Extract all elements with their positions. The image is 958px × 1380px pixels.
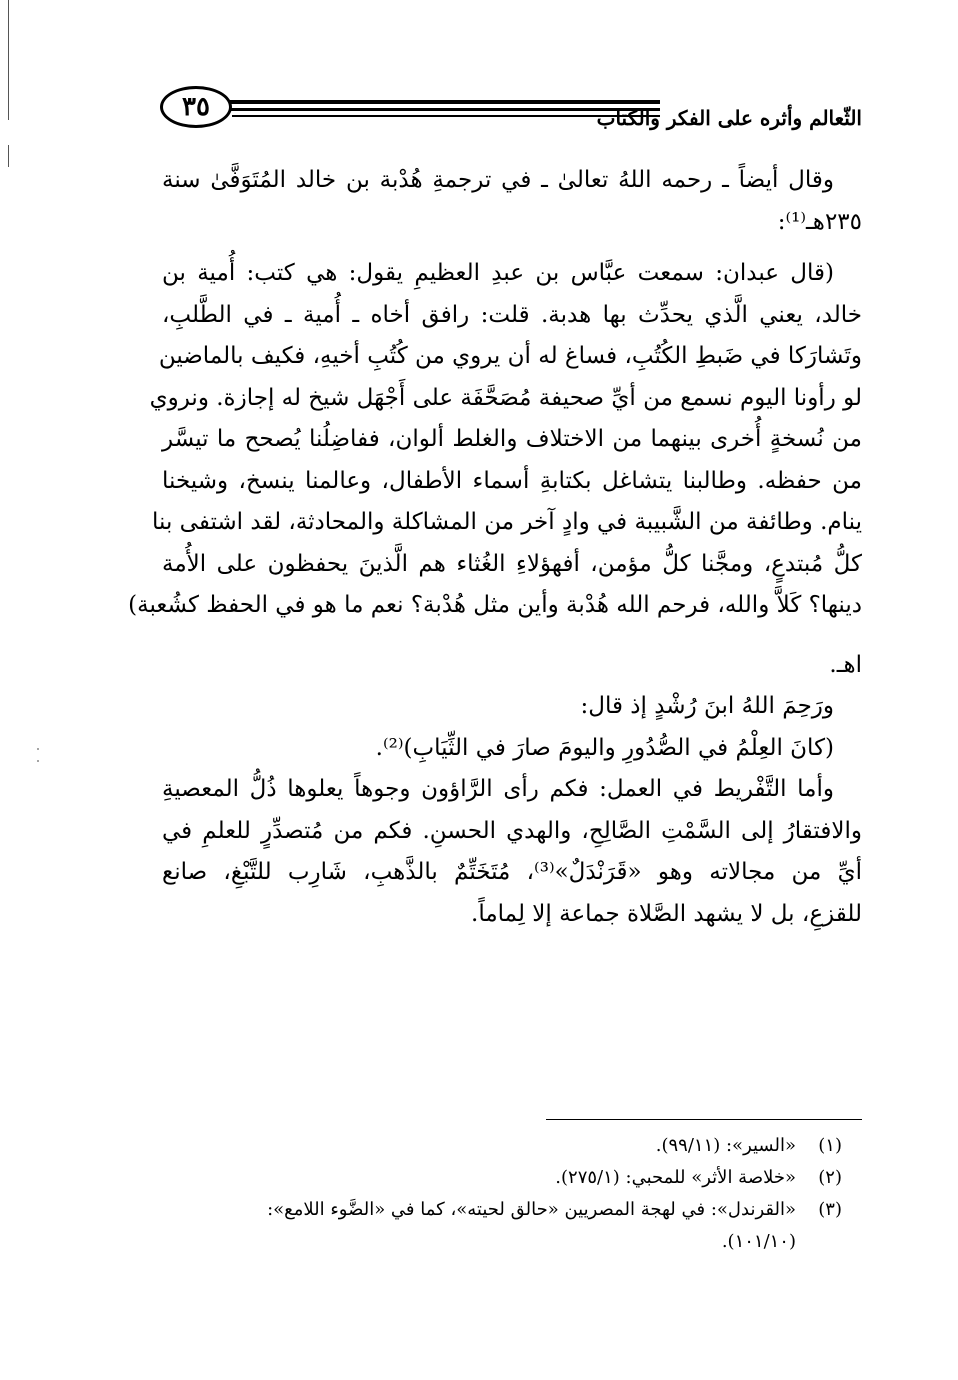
text-line: (قال عبدان: سمعت عبَّاس بن عبدِ العظيمِ يقول: هي كتب: أُمية بن: [162, 260, 834, 286]
text-line: من نُسخةٍ أُخرى بينهما من الاختلاف والغلط ألوان، ففاضِلُنا يُصحح ما تيسَّر: [162, 426, 862, 452]
scan-edge-mark: [8, 0, 9, 120]
header-rule: [230, 100, 660, 104]
footnote: [152, 1162, 842, 1194]
text-line: والافتقارُ إلى السَّمْتِ الصَّالِحِ، والهدي الحسنِ. فكم من مُتصدِّرٍ للعلمِ في: [162, 817, 862, 844]
page-header: [150, 86, 862, 146]
scan-edge-mark: [8, 145, 9, 167]
text-line: خالد، يعني الَّذي يحدِّث بها هدبة. قلت: رافق أخاه ـ أُمية ـ في الطَّلبِ،: [162, 301, 863, 328]
text-line: وقال أيضاً ـ رحمه اللهُ تعالىٰ ـ في ترجمةِ هُدْبة بن خالد المُتَوَفَّىٰ سنة: [162, 167, 834, 193]
text-line: وأما التَّفْريط في العمل: فكم رأى الرَّاؤون وجوهاً يعلوها ذُلُّ المعصيةِ: [162, 776, 834, 802]
text-line: لو رأونا اليوم نسمع من أيِّ صحيفة مُصَحَّفَة على أَجْهَل شيخ له إجازة. ونروي: [149, 384, 862, 411]
verse-line: (كانَ العِلْمُ في الصُّدُورِ واليومَ صارَ في الثِّيَابِ)⁽²⁾.: [375, 734, 834, 761]
text-line: كلُّ مُبتدعٍ، ومجَّنا كلُّ مؤمن، أفهؤلاءِ الغُثاء هم الَّذينَ يحفظون على الأُمة: [162, 550, 862, 577]
footnote-text: «القرندل»: في لهجة المصريين «حالق لحيته»، كما في «الضَّوء اللامع»:: [267, 1199, 796, 1220]
text-line: اهـ.: [829, 651, 862, 678]
text-line: دينها؟ كَلاَّ والله، فرحم الله هُدْبة وأين مثل هُدْبة؟ نعم ما هو في الحفظ كشُعبة): [128, 592, 862, 618]
text-line: ينام. وطائفة من الشَّبيبة في وادٍ آخر من المشاكلة والمحادثة، لقد اشتفى بنا: [152, 509, 862, 535]
page-number: ٣٥: [160, 86, 232, 128]
text-line: للقزعِ، بل لا يشهد الصَّلاة جماعة إلا لِماماً.: [471, 900, 862, 927]
footnote-text: «خلاصة الأثر» للمحبي: (٢٧٥/١).: [555, 1167, 796, 1188]
footnote-text: «السير»: (٩٩/١١).: [655, 1135, 796, 1156]
footnote: [152, 1194, 842, 1258]
footnote-separator: [546, 1119, 862, 1120]
footnote-number: (٣): [818, 1199, 842, 1220]
footnote-text-continued: (١٠١/١٠).: [721, 1231, 796, 1252]
text-line: من حفظه. وطالبنا يتشاغل بكتابةِ أسماء الأطفال، وعالمنا ينسخ، وشيخنا: [162, 467, 862, 494]
footnote: [152, 1130, 842, 1162]
text-line: وتَشارَكا في ضَبطِ الكُتُبِ، فساغ له أن يروي من كُتُبِ أخيهِ، فكيف بالماضين: [158, 343, 862, 369]
scan-speck: [37, 760, 39, 762]
text-line: ٢٣٥هـ⁽¹⁾:: [777, 208, 862, 235]
header-rule: [230, 108, 660, 111]
footnote-number: (٢): [818, 1167, 842, 1188]
main-text: [128, 160, 863, 935]
header-rule: [232, 115, 660, 117]
footnote-number: (١): [818, 1135, 842, 1156]
text-line: أيِّ من مجالاته وهو «قَرَنْدَلٌ»⁽³⁾، مُتَخَتِّمٌ بالذَّهبِ، شَارِب للتَّبْغِ، صانع: [162, 859, 862, 885]
footnotes: [152, 1130, 842, 1258]
text-line: ورَحِمَ اللهُ ابنَ رُشْدٍ إذ قال:: [580, 693, 834, 719]
footnote-text-block: [152, 1194, 796, 1258]
scan-speck: [37, 748, 39, 750]
running-title: الثّعالم وأثره على الفكر والكتاب: [596, 106, 862, 130]
